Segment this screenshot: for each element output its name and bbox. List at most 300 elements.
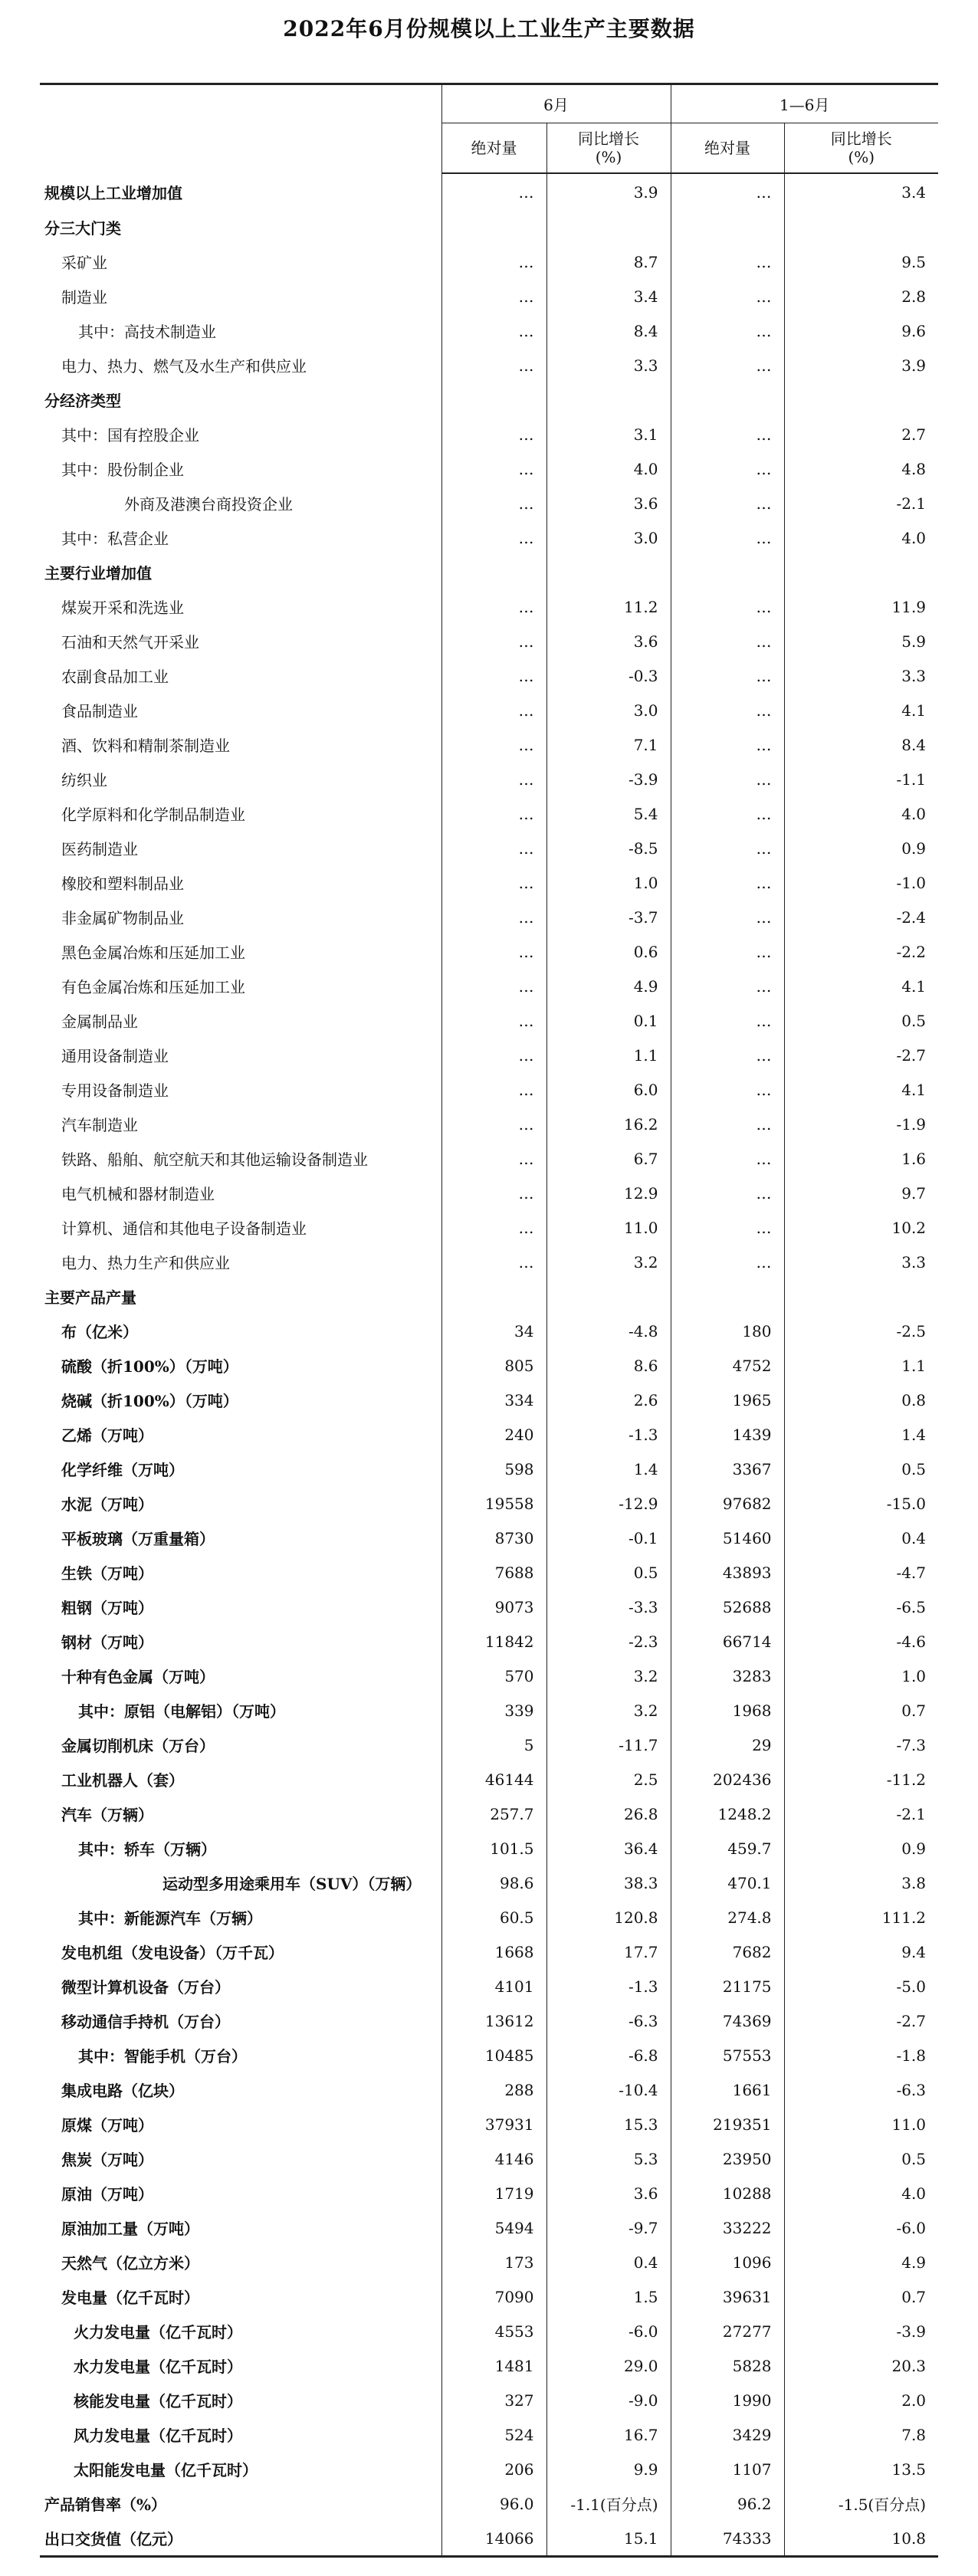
month-absolute-value: … <box>441 244 546 279</box>
month-growth-value: 16.2 <box>546 1107 671 1141</box>
ytd-absolute-value: 39631 <box>671 2279 784 2314</box>
month-absolute-value: 37931 <box>441 2107 546 2141</box>
indicator-name: 医药制造业 <box>61 840 138 858</box>
ytd-absolute-value: … <box>671 658 784 693</box>
table-row <box>40 693 938 727</box>
indicator-name: 计算机、通信和其他电子设备制造业 <box>61 1219 307 1238</box>
table-row <box>40 1762 938 1797</box>
ytd-absolute-value: … <box>671 279 784 313</box>
indicator-name: 化学原料和化学制品制造业 <box>61 806 245 824</box>
ytd-growth-value: 0.5 <box>784 1003 938 1038</box>
ytd-growth-value: -2.7 <box>784 1038 938 1072</box>
ytd-absolute-value: … <box>671 1141 784 1176</box>
indicator-name: 橡胶和塑料制品业 <box>61 875 184 893</box>
ytd-absolute-value: 470.1 <box>671 1866 784 1900</box>
ytd-absolute-value: … <box>671 417 784 451</box>
month-growth-value: -8.5 <box>546 831 671 865</box>
month-absolute-value: 7090 <box>441 2279 546 2314</box>
month-growth-value: 4.0 <box>546 451 671 486</box>
table-row <box>40 2314 938 2348</box>
table-row <box>40 1831 938 1866</box>
ytd-growth-value: 4.0 <box>784 796 938 831</box>
month-growth-value: 6.0 <box>546 1072 671 1107</box>
ytd-growth-value: 9.7 <box>784 1176 938 1210</box>
table-row <box>40 2003 938 2038</box>
section-row <box>40 555 938 589</box>
month-growth-value: 1.4 <box>546 1452 671 1486</box>
indicator-name: 非金属矿物制品业 <box>61 909 184 927</box>
table-row <box>40 865 938 900</box>
table-row <box>40 1176 938 1210</box>
month-absolute-value <box>441 1279 546 1314</box>
month-growth-value: 38.3 <box>546 1866 671 1900</box>
month-growth-value: 3.4 <box>546 279 671 313</box>
ytd-absolute-value: 274.8 <box>671 1900 784 1934</box>
ytd-absolute-value: 3429 <box>671 2417 784 2452</box>
month-absolute-value: … <box>441 1210 546 1245</box>
ytd-growth-value: 4.0 <box>784 2176 938 2210</box>
ytd-growth-value: -15.0 <box>784 1486 938 1521</box>
ytd-growth-value: 9.4 <box>784 1934 938 1969</box>
section-row <box>40 382 938 417</box>
indicator-name: 硫酸（折100%）（万吨） <box>61 1357 238 1376</box>
ytd-absolute-value: … <box>671 624 784 658</box>
indicator-name: 发电机组（发电设备）（万千瓦） <box>61 1944 284 1962</box>
month-absolute-value: … <box>441 900 546 934</box>
table-row <box>40 1693 938 1728</box>
indicator-name: 其中：股份制企业 <box>61 461 184 479</box>
ytd-growth-value: 9.6 <box>784 313 938 348</box>
month-absolute-value: 1481 <box>441 2348 546 2383</box>
table-row <box>40 934 938 969</box>
month-growth-value: -1.3 <box>546 1969 671 2003</box>
month-growth-value: 7.1 <box>546 727 671 762</box>
ytd-absolute-value: 202436 <box>671 1762 784 1797</box>
indicator-name: 其中：高技术制造业 <box>78 323 216 341</box>
ytd-growth-value: 8.4 <box>784 727 938 762</box>
indicator-name: 规模以上工业增加值 <box>44 183 182 202</box>
month-absolute-value: … <box>441 693 546 727</box>
indicator-name: 采矿业 <box>61 254 107 272</box>
ytd-absolute-value: … <box>671 1038 784 1072</box>
ytd-absolute-value: 1965 <box>671 1383 784 1417</box>
month-growth-value: 3.2 <box>546 1245 671 1279</box>
month-growth-value: 3.9 <box>546 173 671 210</box>
table-row <box>40 762 938 796</box>
indicator-name: 微型计算机设备（万台） <box>61 1978 230 1997</box>
indicator-name: 电力、热力、燃气及水生产和供应业 <box>61 357 307 376</box>
header-growth-label: 同比增长 <box>578 130 639 148</box>
month-growth-value: 2.5 <box>546 1762 671 1797</box>
indicator-name: 发电量（亿千瓦时） <box>61 2289 199 2307</box>
month-absolute-value: 96.0 <box>441 2486 546 2521</box>
indicator-name: 水力发电量（亿千瓦时） <box>74 2358 242 2376</box>
month-absolute-value: 240 <box>441 1417 546 1452</box>
ytd-growth-value: 1.1 <box>784 1348 938 1383</box>
ytd-absolute-value: 5828 <box>671 2348 784 2383</box>
table-row <box>40 1072 938 1107</box>
table-row <box>40 1245 938 1279</box>
table-row <box>40 2176 938 2210</box>
ytd-absolute-value: 66714 <box>671 1624 784 1659</box>
indicator-name: 汽车（万辆） <box>61 1806 153 1824</box>
ytd-absolute-value: … <box>671 1003 784 1038</box>
indicator-name: 金属切削机床（万台） <box>61 1737 215 1755</box>
ytd-absolute-value <box>671 210 784 244</box>
ytd-growth-value: 2.0 <box>784 2383 938 2417</box>
month-growth-value: 3.0 <box>546 520 671 555</box>
ytd-growth-value: 0.7 <box>784 2279 938 2314</box>
ytd-growth-value: 0.9 <box>784 831 938 865</box>
table-row <box>40 1003 938 1038</box>
month-growth-value: -2.3 <box>546 1624 671 1659</box>
table-row <box>40 1624 938 1659</box>
indicator-name: 粗钢（万吨） <box>61 1599 153 1617</box>
table-row <box>40 2486 938 2521</box>
month-growth-value: 36.4 <box>546 1831 671 1866</box>
month-growth-value: 3.6 <box>546 486 671 520</box>
page-title: 2022年6月份规模以上工业生产主要数据 <box>283 16 695 41</box>
ytd-absolute-value: … <box>671 762 784 796</box>
month-growth-value: 17.7 <box>546 1934 671 1969</box>
month-absolute-value: … <box>441 486 546 520</box>
month-absolute-value: … <box>441 589 546 624</box>
ytd-growth-value: 0.5 <box>784 2141 938 2176</box>
ytd-growth-value: 3.8 <box>784 1866 938 1900</box>
month-growth-value: -9.7 <box>546 2210 671 2245</box>
ytd-growth-value: 0.7 <box>784 1693 938 1728</box>
indicator-name: 移动通信手持机（万台） <box>61 2013 230 2031</box>
indicator-name: 太阳能发电量（亿千瓦时） <box>74 2461 258 2479</box>
indicator-name: 乙烯（万吨） <box>61 1426 153 1445</box>
month-absolute-value: 9073 <box>441 1590 546 1624</box>
indicator-name: 主要行业增加值 <box>44 564 152 582</box>
ytd-absolute-value <box>671 1279 784 1314</box>
ytd-growth-value: 5.9 <box>784 624 938 658</box>
ytd-absolute-value: 459.7 <box>671 1831 784 1866</box>
table-row <box>40 2072 938 2107</box>
month-growth-value: 8.7 <box>546 244 671 279</box>
ytd-absolute-value: … <box>671 831 784 865</box>
month-absolute-value: 1668 <box>441 1934 546 1969</box>
ytd-growth-value: 4.1 <box>784 1072 938 1107</box>
table-row <box>40 1521 938 1555</box>
ytd-growth-value: -6.3 <box>784 2072 938 2107</box>
ytd-absolute-value: … <box>671 1107 784 1141</box>
month-growth-value <box>546 1279 671 1314</box>
month-absolute-value: … <box>441 831 546 865</box>
month-absolute-value: 805 <box>441 1348 546 1383</box>
table-row <box>40 1383 938 1417</box>
indicator-name: 分三大门类 <box>44 219 121 238</box>
table-row <box>40 417 938 451</box>
month-growth-value: 1.1 <box>546 1038 671 1072</box>
month-absolute-value: … <box>441 1176 546 1210</box>
month-absolute-value: 4101 <box>441 1969 546 2003</box>
ytd-growth-value: 0.9 <box>784 1831 938 1866</box>
ytd-growth-value: 2.7 <box>784 417 938 451</box>
ytd-growth-value: -2.4 <box>784 900 938 934</box>
month-absolute-value: 14066 <box>441 2521 546 2557</box>
ytd-growth-value: 4.9 <box>784 2245 938 2279</box>
indicator-name: 纺织业 <box>61 771 107 789</box>
ytd-absolute-value: … <box>671 1176 784 1210</box>
header-ytd-absolute: 绝对量 <box>671 123 784 174</box>
ytd-absolute-value: … <box>671 486 784 520</box>
month-growth-value <box>546 555 671 589</box>
table-row <box>40 2107 938 2141</box>
table-row <box>40 1210 938 1245</box>
ytd-growth-value: -2.1 <box>784 1797 938 1831</box>
table-row <box>40 900 938 934</box>
indicator-name: 工业机器人（套） <box>61 1771 184 1790</box>
table-row <box>40 1417 938 1452</box>
ytd-absolute-value: 29 <box>671 1728 784 1762</box>
ytd-absolute-value: 180 <box>671 1314 784 1348</box>
table-row <box>40 1348 938 1383</box>
ytd-growth-value: -6.5 <box>784 1590 938 1624</box>
ytd-absolute-value: … <box>671 727 784 762</box>
ytd-growth-value: 3.9 <box>784 348 938 382</box>
month-absolute-value: … <box>441 417 546 451</box>
ytd-growth-value <box>784 555 938 589</box>
ytd-absolute-value: 4752 <box>671 1348 784 1383</box>
ytd-growth-value: 20.3 <box>784 2348 938 2383</box>
ytd-growth-value: 111.2 <box>784 1900 938 1934</box>
table-row <box>40 1314 938 1348</box>
statistics-table <box>40 83 938 2558</box>
table-row <box>40 727 938 762</box>
header-period-month: 6月 <box>441 84 671 123</box>
ytd-growth-value: 11.0 <box>784 2107 938 2141</box>
ytd-absolute-value: 1661 <box>671 2072 784 2107</box>
ytd-absolute-value: 1248.2 <box>671 1797 784 1831</box>
indicator-name: 其中：智能手机（万台） <box>78 2047 247 2066</box>
ytd-growth-value: 3.4 <box>784 173 938 210</box>
indicator-name: 其中：原铝（电解铝）（万吨） <box>78 1702 285 1721</box>
table-body <box>40 173 938 2557</box>
month-absolute-value: … <box>441 796 546 831</box>
month-growth-value: 3.0 <box>546 693 671 727</box>
month-absolute-value: 339 <box>441 1693 546 1728</box>
ytd-growth-value: -7.3 <box>784 1728 938 1762</box>
month-absolute-value: 19558 <box>441 1486 546 1521</box>
ytd-growth-value: -1.5(百分点) <box>784 2486 938 2521</box>
month-growth-value: -0.3 <box>546 658 671 693</box>
month-absolute-value: … <box>441 173 546 210</box>
indicator-name: 外商及港澳台商投资企业 <box>124 495 293 514</box>
month-absolute-value: 11842 <box>441 1624 546 1659</box>
table-row <box>40 1969 938 2003</box>
indicator-name: 天然气（亿立方米） <box>61 2254 199 2272</box>
month-growth-value: 16.7 <box>546 2417 671 2452</box>
month-absolute-value: 257.7 <box>441 1797 546 1831</box>
header-ytd-growth <box>784 123 938 174</box>
header-period-ytd: 1—6月 <box>671 84 938 123</box>
ytd-absolute-value: … <box>671 244 784 279</box>
ytd-absolute-value: … <box>671 900 784 934</box>
month-absolute-value: 46144 <box>441 1762 546 1797</box>
month-growth-value: 3.6 <box>546 624 671 658</box>
month-growth-value: -3.9 <box>546 762 671 796</box>
month-absolute-value: 5 <box>441 1728 546 1762</box>
month-absolute-value: … <box>441 520 546 555</box>
month-growth-value: 11.2 <box>546 589 671 624</box>
month-growth-value <box>546 382 671 417</box>
month-absolute-value: 327 <box>441 2383 546 2417</box>
table-row <box>40 1900 938 1934</box>
ytd-absolute-value: … <box>671 589 784 624</box>
month-growth-value: 5.4 <box>546 796 671 831</box>
ytd-growth-value: -1.1 <box>784 762 938 796</box>
indicator-name: 平板玻璃（万重量箱） <box>61 1530 215 1548</box>
month-absolute-value: … <box>441 348 546 382</box>
table-row <box>40 2348 938 2383</box>
month-absolute-value: … <box>441 1107 546 1141</box>
month-absolute-value: 101.5 <box>441 1831 546 1866</box>
indicator-name: 汽车制造业 <box>61 1116 138 1134</box>
table-row <box>40 1141 938 1176</box>
header-row-periods <box>40 84 938 123</box>
ytd-growth-value: 11.9 <box>784 589 938 624</box>
ytd-absolute-value: 219351 <box>671 2107 784 2141</box>
month-absolute-value: 1719 <box>441 2176 546 2210</box>
ytd-growth-value <box>784 1279 938 1314</box>
table-row <box>40 624 938 658</box>
month-growth-value: 29.0 <box>546 2348 671 2383</box>
month-growth-value: 6.7 <box>546 1141 671 1176</box>
table-row <box>40 2383 938 2417</box>
ytd-growth-value: 13.5 <box>784 2452 938 2486</box>
month-growth-value: -11.7 <box>546 1728 671 1762</box>
table-row <box>40 1934 938 1969</box>
ytd-growth-value: -1.9 <box>784 1107 938 1141</box>
ytd-absolute-value: 74333 <box>671 2521 784 2557</box>
month-growth-value: 15.1 <box>546 2521 671 2557</box>
indicator-name: 焦炭（万吨） <box>61 2151 153 2169</box>
indicator-name: 农副食品加工业 <box>61 668 169 686</box>
ytd-absolute-value: 97682 <box>671 1486 784 1521</box>
table-row <box>40 173 938 210</box>
ytd-absolute-value: … <box>671 1245 784 1279</box>
table-row <box>40 796 938 831</box>
ytd-absolute-value: 1990 <box>671 2383 784 2417</box>
ytd-absolute-value: … <box>671 313 784 348</box>
month-growth-value: -1.1(百分点) <box>546 2486 671 2521</box>
table-row <box>40 1452 938 1486</box>
month-absolute-value: … <box>441 727 546 762</box>
month-absolute-value: 334 <box>441 1383 546 1417</box>
month-growth-value: -1.3 <box>546 1417 671 1452</box>
ytd-growth-value: -1.8 <box>784 2038 938 2072</box>
ytd-absolute-value <box>671 382 784 417</box>
month-growth-value: 2.6 <box>546 1383 671 1417</box>
ytd-absolute-value: 1107 <box>671 2452 784 2486</box>
indicator-name: 有色金属冶炼和压延加工业 <box>61 978 245 996</box>
ytd-growth-value <box>784 210 938 244</box>
ytd-growth-value: 2.8 <box>784 279 938 313</box>
table-row <box>40 244 938 279</box>
ytd-growth-value: 4.8 <box>784 451 938 486</box>
section-row <box>40 1279 938 1314</box>
month-growth-value: -10.4 <box>546 2072 671 2107</box>
indicator-name: 生铁（万吨） <box>61 1564 153 1583</box>
ytd-absolute-value: 52688 <box>671 1590 784 1624</box>
month-growth-value: 120.8 <box>546 1900 671 1934</box>
indicator-name: 集成电路（亿块） <box>61 2082 184 2100</box>
indicator-name: 原油（万吨） <box>61 2185 153 2204</box>
month-absolute-value: … <box>441 1141 546 1176</box>
indicator-name: 出口交货值（亿元） <box>40 2521 441 2557</box>
ytd-growth-value: 1.4 <box>784 1417 938 1452</box>
month-absolute-value <box>441 382 546 417</box>
ytd-absolute-value <box>671 555 784 589</box>
ytd-absolute-value: 23950 <box>671 2141 784 2176</box>
table-row <box>40 1038 938 1072</box>
table-row <box>40 658 938 693</box>
month-absolute-value: … <box>441 934 546 969</box>
ytd-growth-value: -11.2 <box>784 1762 938 1797</box>
ytd-growth-value: -6.0 <box>784 2210 938 2245</box>
month-growth-value: 3.1 <box>546 417 671 451</box>
ytd-growth-value: 3.3 <box>784 1245 938 1279</box>
month-absolute-value: … <box>441 762 546 796</box>
month-growth-value: -0.1 <box>546 1521 671 1555</box>
ytd-absolute-value: … <box>671 520 784 555</box>
month-absolute-value: 4553 <box>441 2314 546 2348</box>
month-growth-value: 11.0 <box>546 1210 671 1245</box>
month-absolute-value: … <box>441 624 546 658</box>
indicator-name: 电力、热力生产和供应业 <box>61 1254 230 1272</box>
indicator-name: 风力发电量（亿千瓦时） <box>74 2427 242 2445</box>
table-row <box>40 1797 938 1831</box>
indicator-name: 核能发电量（亿千瓦时） <box>74 2392 242 2410</box>
month-growth-value: 3.6 <box>546 2176 671 2210</box>
table-row <box>40 1866 938 1900</box>
indicator-name: 酒、饮料和精制茶制造业 <box>61 737 230 755</box>
month-absolute-value: 5494 <box>441 2210 546 2245</box>
month-absolute-value: 598 <box>441 1452 546 1486</box>
indicator-name: 火力发电量（亿千瓦时） <box>74 2323 242 2341</box>
month-growth-value: 0.4 <box>546 2245 671 2279</box>
indicator-name: 原油加工量（万吨） <box>61 2220 199 2238</box>
indicator-name: 电气机械和器材制造业 <box>61 1185 215 1203</box>
ytd-growth-value: -3.9 <box>784 2314 938 2348</box>
indicator-name: 产品销售率（%） <box>44 2496 167 2514</box>
ytd-growth-value: 10.2 <box>784 1210 938 1245</box>
month-growth-value: 3.2 <box>546 1693 671 1728</box>
indicator-name: 化学纤维（万吨） <box>61 1461 184 1479</box>
month-absolute-value: 206 <box>441 2452 546 2486</box>
month-growth-value: 3.3 <box>546 348 671 382</box>
ytd-absolute-value: … <box>671 969 784 1003</box>
table-row <box>40 2245 938 2279</box>
ytd-absolute-value: 21175 <box>671 1969 784 2003</box>
ytd-growth-value: -2.5 <box>784 1314 938 1348</box>
indicator-name: 布（亿米） <box>61 1323 138 1341</box>
month-growth-value: 0.1 <box>546 1003 671 1038</box>
month-growth-value: 0.6 <box>546 934 671 969</box>
ytd-absolute-value: 43893 <box>671 1555 784 1590</box>
header-indicator-cell <box>40 84 441 174</box>
table-row <box>40 520 938 555</box>
table-row <box>40 2279 938 2314</box>
month-absolute-value: 4146 <box>441 2141 546 2176</box>
month-absolute-value: 288 <box>441 2072 546 2107</box>
month-absolute-value: 98.6 <box>441 1866 546 1900</box>
month-growth-value: 0.5 <box>546 1555 671 1590</box>
month-growth-value: -3.7 <box>546 900 671 934</box>
